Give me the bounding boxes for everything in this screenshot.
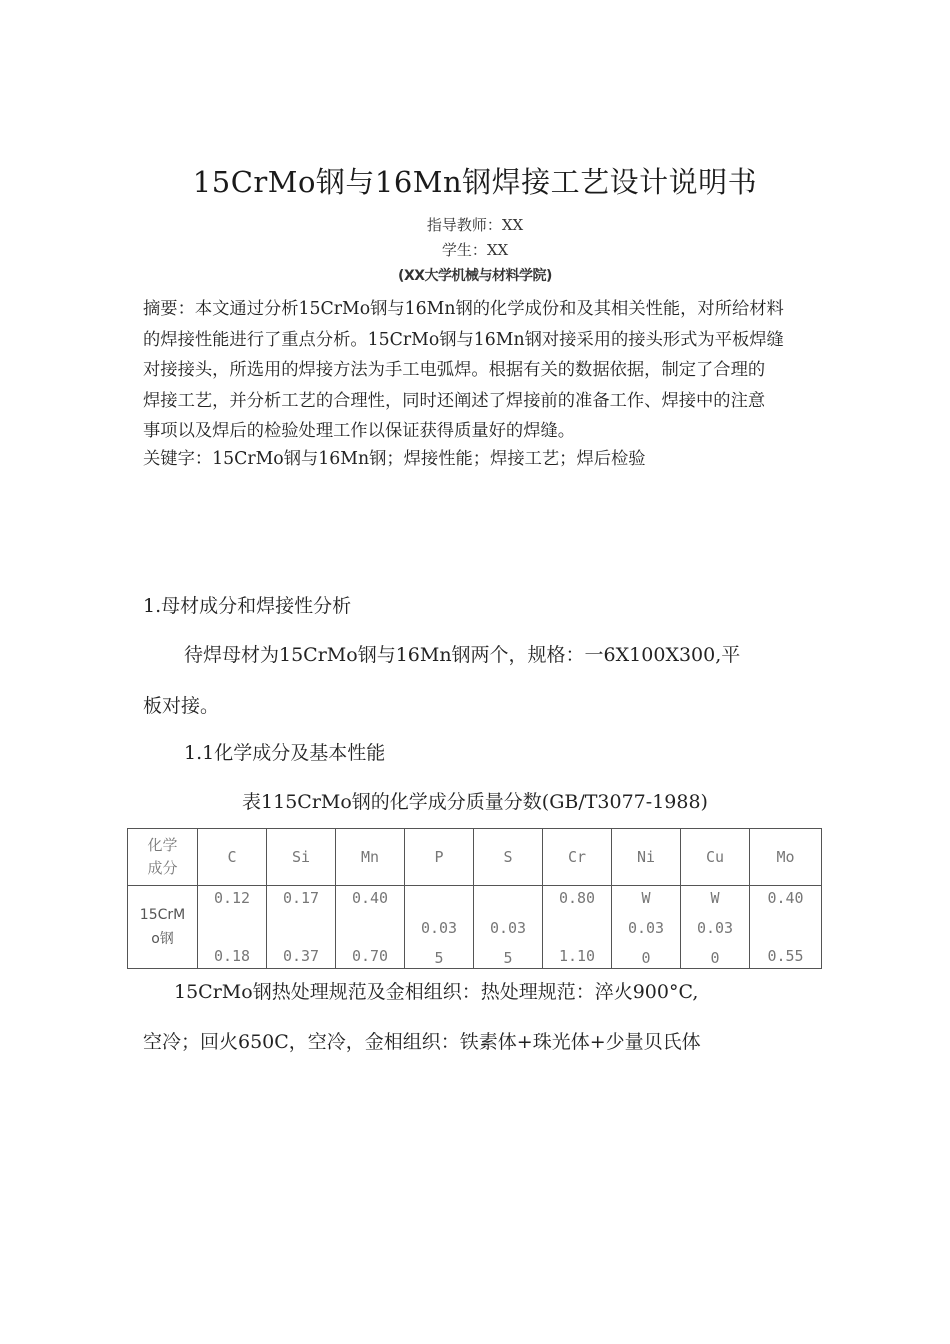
cell-value-max: 1.10 (558, 947, 596, 965)
table-row (128, 886, 822, 969)
cell-value: 5 (434, 949, 444, 967)
cell-value-min: 0.17 (282, 889, 320, 907)
table-header-cell (128, 829, 198, 886)
table-header-cell: P (405, 829, 474, 886)
cell-value: W (641, 889, 651, 907)
table-header-cell: Cu (681, 829, 750, 886)
cell-value: 0 (641, 949, 651, 967)
table-header-cell: S (474, 829, 543, 886)
row-label-cell (128, 886, 198, 969)
table-header-cell: Ni (612, 829, 681, 886)
table-header-cell: Mo (750, 829, 822, 886)
cell-value: 0.03 (489, 919, 527, 937)
cell-value-min: 0.12 (213, 889, 251, 907)
paragraph-line: 15CrMo钢热处理规范及金相组织：热处理规范：淬火900°C, (174, 981, 699, 1003)
table-cell-mn (336, 886, 405, 969)
cell-value-max: 0.18 (213, 947, 251, 965)
paragraph-line: 板对接。 (143, 695, 220, 717)
cell-value-max: 0.70 (351, 947, 389, 965)
cell-value-min: 0.40 (767, 889, 804, 907)
table-cell-p (405, 886, 474, 969)
paragraph-line: 待焊母材为15CrMo钢与16Mn钢两个，规格：一6X100X300,平 (184, 644, 741, 666)
chemical-composition-table (127, 828, 822, 969)
abstract (143, 294, 843, 447)
cell-value-min: 0.80 (558, 889, 596, 907)
table-header-cell: Cr (543, 829, 612, 886)
table-cell-s (474, 886, 543, 969)
cell-value: W (710, 889, 720, 907)
abstract-line: 事项以及焊后的检验处理工作以保证获得质量好的焊缝。 (143, 421, 576, 441)
advisor-line: 指导教师：XX (426, 216, 524, 234)
table-cell-ni (612, 886, 681, 969)
cell-value: 5 (503, 949, 513, 967)
table-header-cell: Mn (336, 829, 405, 886)
table-cell-c (198, 886, 267, 969)
cell-value-max: 0.37 (282, 947, 320, 965)
cell-value-max: 0.55 (767, 947, 804, 965)
abstract-line: 焊接工艺，并分析工艺的合理性，同时还阐述了焊接前的准备工作、焊接中的注意 (143, 390, 766, 411)
abstract-line: 摘要：本文通过分析15CrMo钢与16Mn钢的化学成份和及其相关性能，对所给材料 (143, 299, 784, 319)
cell-value: 0 (710, 949, 720, 967)
header-label: 成分 (147, 859, 178, 877)
table-header-row (128, 829, 822, 886)
table-cell-cr (543, 886, 612, 969)
table-cell-cu (681, 886, 750, 969)
row-label: o钢 (151, 931, 174, 947)
table-caption: 表115CrMo钢的化学成分质量分数(GB/T3077-1988) (242, 791, 708, 813)
table-header-cell: C (198, 829, 267, 886)
keywords-line: 关键字：15CrMo钢与16Mn钢；焊接性能；焊接工艺；焊后检验 (143, 449, 646, 469)
table-cell-mo (750, 886, 822, 969)
cell-value: 0.03 (420, 919, 458, 937)
header-label: 化学 (147, 836, 178, 854)
section-heading-1-1: 1.1化学成分及基本性能 (184, 742, 386, 764)
row-label: 15CrM (139, 907, 186, 923)
cell-value-min: 0.40 (351, 889, 389, 907)
section-heading-1: 1.母材成分和焊接性分析 (143, 595, 352, 617)
student-line: 学生：XX (441, 241, 509, 259)
abstract-line: 对接接头，所选用的焊接方法为手工电弧焊。根据有关的数据依据，制定了合理的 (143, 360, 766, 380)
affiliation-line: (XX大学机械与材料学院) (398, 268, 552, 284)
cell-value: 0.03 (627, 919, 665, 937)
table-cell-si (267, 886, 336, 969)
abstract-line: 的焊接性能进行了重点分析。15CrMo钢与16Mn钢对接采用的接头形式为平板焊缝 (143, 329, 784, 350)
document-title: 15CrMo钢与16Mn钢焊接工艺设计说明书 (192, 165, 758, 199)
paragraph-line: 空冷；回火650C，空冷，金相组织：铁素体+珠光体+少量贝氏体 (143, 1031, 701, 1053)
cell-value: 0.03 (696, 919, 734, 937)
table-header-cell: Si (267, 829, 336, 886)
